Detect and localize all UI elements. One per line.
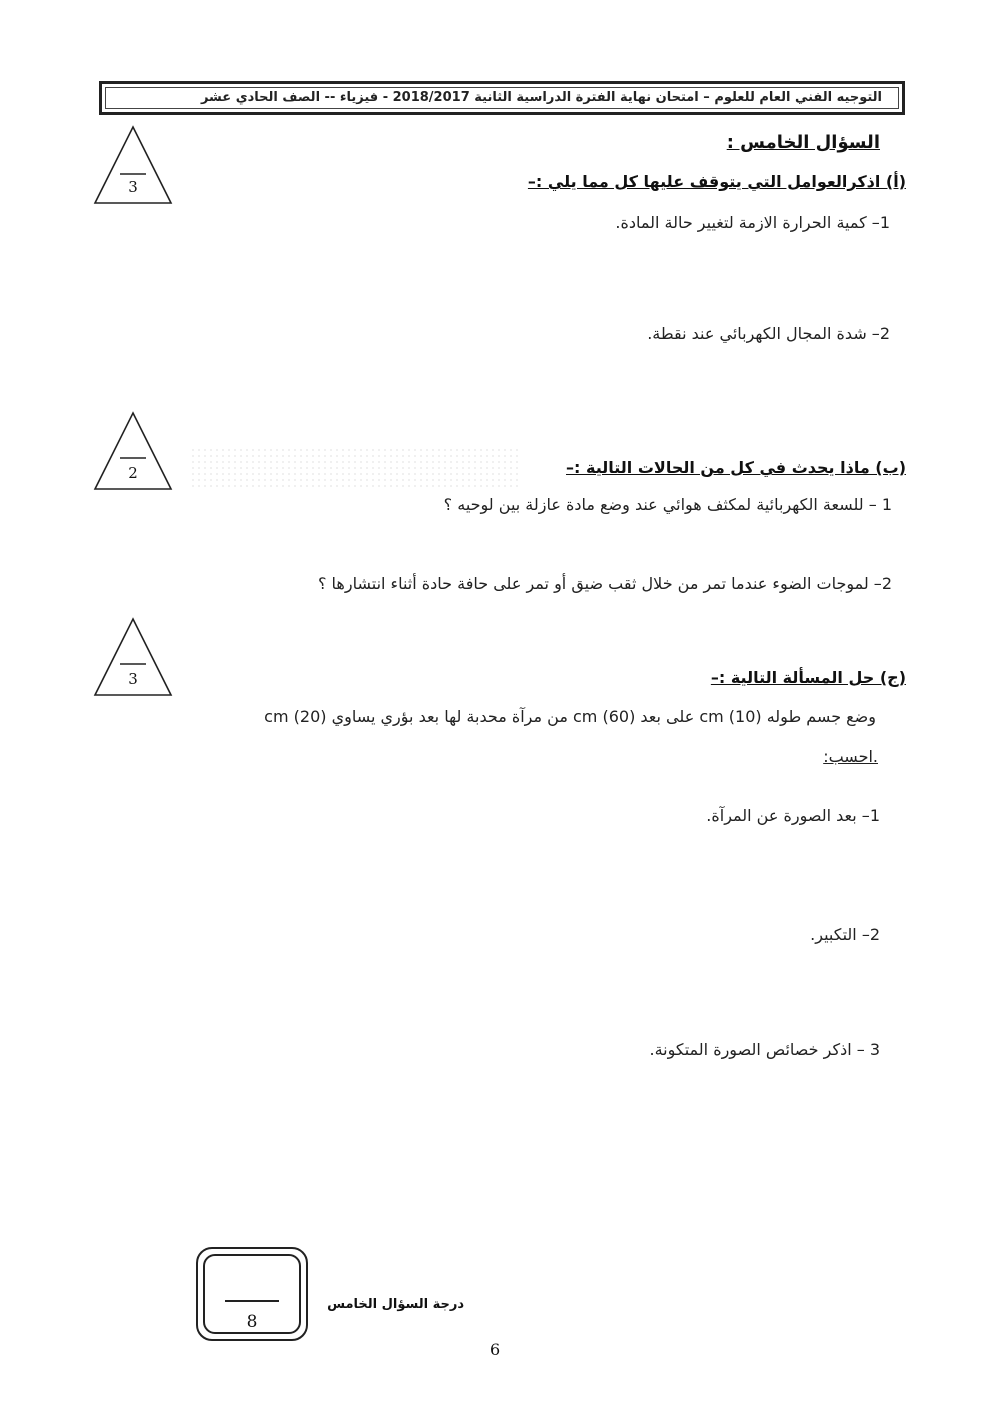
section-a-item-1: 1– كمية الحرارة الازمة لتغيير حالة المادة. [615, 213, 890, 232]
total-score-label: درجة السؤال الخامس [327, 1297, 464, 1312]
section-c-item-3: 3 – اذكر خصائص الصورة المتكونة. [649, 1040, 880, 1059]
section-c-item-2: 2– التكبير. [810, 925, 880, 944]
total-score-value: 8 [246, 1312, 258, 1332]
section-c-calculate: .احسب: [823, 747, 878, 766]
score-value: 3 [128, 178, 138, 196]
total-score-box [196, 1247, 308, 1341]
section-c-item-1: 1– بعد الصورة عن المرآة. [706, 806, 880, 825]
scan-noise [190, 447, 520, 487]
section-b-item-1: 1 – للسعة الكهربائية لمكثف هوائي عند وضع مادة عازلة بين لوحيه ؟ [443, 495, 892, 514]
section-c-problem: وضع جسم طوله cm (10) على بعد cm (60) من مرآة محدبة لها بعد بؤري يساوي cm (20) [264, 707, 876, 726]
section-b-item-2: 2– لموجات الضوء عندما تمر من خلال ثقب ضيق أو تمر على حافة حادة أثناء انتشارها ؟ [317, 574, 892, 593]
exam-header: التوجيه الفني العام للعلوم – امتحان نهاية الفترة الدراسية الثانية 2018/2017 - فيزياء -- الصف الحادي عشر [200, 90, 882, 105]
score-value: 3 [128, 670, 138, 688]
section-b-heading: (ب) ماذا يحدث في كل من الحالات التالية :– [566, 458, 906, 477]
section-a-heading: (أ) اذكرالعوامل التي يتوقف عليها كل مما يلي :– [527, 172, 906, 191]
score-triangle-b [92, 410, 174, 492]
section-c-heading: (ج) حل المسألة التالية :– [710, 668, 906, 687]
question-title: السؤال الخامس : [726, 132, 880, 153]
score-value: 2 [128, 464, 138, 482]
score-triangle-c [92, 616, 174, 698]
score-triangle-a [92, 124, 174, 206]
page-number: 6 [490, 1340, 501, 1359]
section-a-item-2: 2– شدة المجال الكهربائي عند نقطة. [647, 324, 890, 343]
